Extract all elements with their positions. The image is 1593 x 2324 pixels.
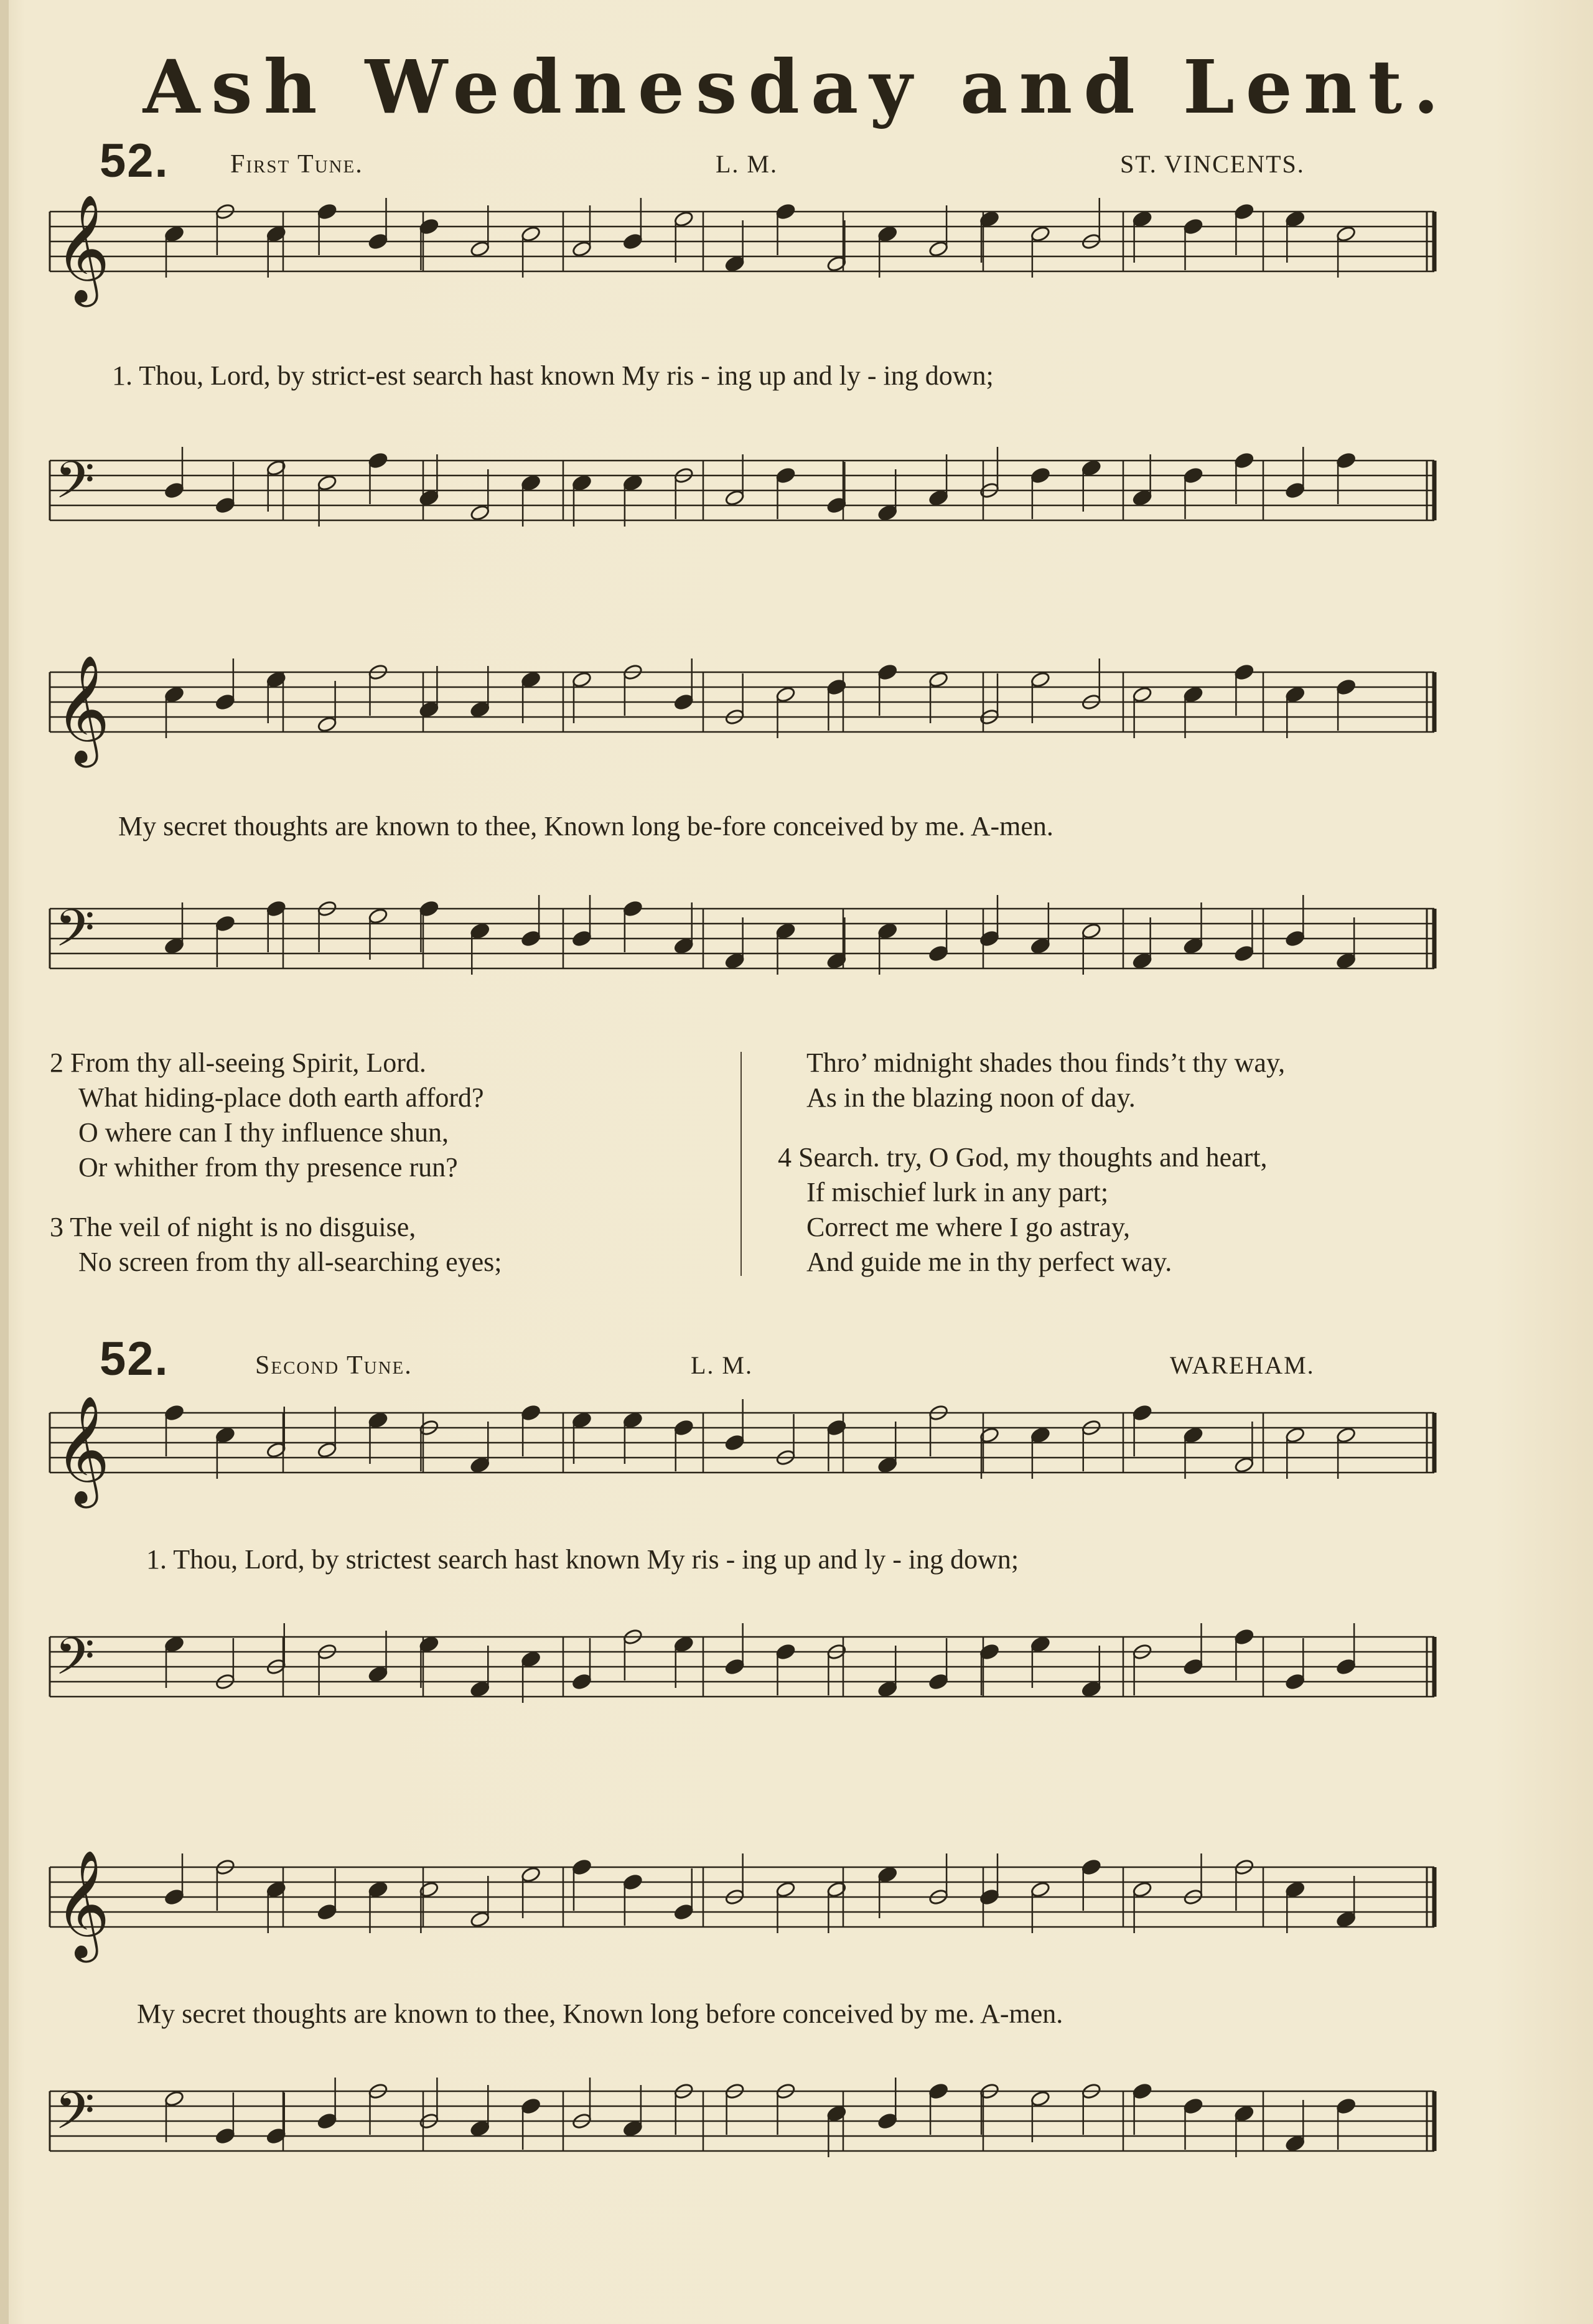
note-head	[928, 1673, 949, 1690]
note-head	[1285, 1427, 1306, 1444]
bass-clef-icon: 𝄢	[55, 898, 95, 971]
bass-clef-icon: 𝄢	[55, 450, 95, 523]
note-head	[673, 1903, 694, 1921]
note-head	[1132, 686, 1152, 703]
note-head	[1132, 952, 1152, 970]
note-head	[622, 1873, 643, 1891]
note-head	[164, 686, 185, 703]
treble-clef-icon: 𝄞	[55, 194, 110, 302]
bass-clef-icon: 𝄢	[55, 2081, 95, 2153]
lyric-line: 1. Thou, Lord, by strictest search hast known My ris - ing up and ly - ing down;	[146, 1544, 1019, 1575]
note-head	[877, 1456, 898, 1474]
note-head	[470, 1680, 490, 1698]
note-head	[1030, 2090, 1050, 2107]
hymn-number: 52.	[100, 1333, 169, 1385]
note-head	[164, 2090, 185, 2107]
note-head	[1336, 2097, 1357, 2115]
note-head	[1030, 937, 1050, 955]
note-head	[164, 1888, 185, 1906]
tune-name: ST. VINCENTS.	[1120, 150, 1305, 178]
note-head	[572, 930, 592, 947]
treble-staff-4	[0, 1842, 1593, 1985]
note-head	[1234, 452, 1254, 469]
note-head	[877, 2112, 898, 2130]
note-head	[1285, 1881, 1306, 1898]
note-head	[215, 1427, 235, 1444]
note-head	[928, 2083, 949, 2100]
column-divider	[740, 1052, 742, 1276]
verse-line: As in the blazing noon of day.	[806, 1082, 1136, 1113]
note-head	[317, 203, 337, 220]
note-head	[215, 915, 235, 932]
note-head	[1234, 663, 1254, 681]
note-head	[877, 225, 898, 243]
note-head	[979, 210, 1000, 228]
verse-block-left	[50, 1046, 502, 1280]
note-head	[1285, 482, 1306, 499]
note-head	[1030, 225, 1050, 243]
note-head	[928, 945, 949, 962]
note-head	[572, 240, 592, 258]
verse-block-right	[778, 1046, 1285, 1280]
note-head	[1183, 467, 1203, 484]
note-head	[928, 489, 949, 507]
note-head	[317, 1903, 337, 1921]
note-head	[1081, 1858, 1101, 1876]
verse-line: Thro’ midnight shades thou finds’t thy way,	[806, 1047, 1286, 1078]
note-head	[775, 686, 796, 703]
note-head	[317, 716, 337, 733]
note-head	[368, 907, 388, 925]
note-head	[673, 937, 694, 955]
page-title: Ash Wednesday and Lent.	[142, 44, 1451, 130]
note-head	[1285, 686, 1306, 703]
note-head	[521, 1866, 541, 1883]
note-head	[622, 1412, 643, 1429]
note-head	[521, 671, 541, 688]
verse-line: 2 From thy all-seeing Spirit, Lord.	[50, 1047, 426, 1078]
note-head	[419, 218, 439, 235]
note-head	[1030, 1427, 1050, 1444]
note-head	[877, 1680, 898, 1698]
note-head	[1234, 203, 1254, 220]
note-head	[1336, 452, 1357, 469]
note-head	[775, 467, 796, 484]
bass-staff-3	[0, 1612, 1593, 1755]
note-head	[724, 1434, 745, 1451]
note-head	[419, 489, 439, 507]
note-head	[368, 1412, 388, 1429]
treble-staff-1	[0, 187, 1593, 330]
note-head	[164, 937, 185, 955]
note-head	[1132, 210, 1152, 228]
note-head	[1183, 1658, 1203, 1675]
note-head	[673, 1419, 694, 1436]
meter: L. M.	[716, 150, 778, 178]
note-head	[164, 1404, 185, 1422]
verse-line: O where can I thy influence shun,	[78, 1117, 449, 1148]
note-head	[1234, 2105, 1254, 2122]
note-head	[1336, 678, 1357, 696]
note-head	[470, 1911, 490, 1928]
note-head	[317, 1441, 337, 1459]
note-head	[470, 240, 490, 258]
note-head	[1234, 945, 1254, 962]
verse-line: What hiding-place doth earth afford?	[78, 1082, 484, 1113]
note-head	[1285, 2135, 1306, 2152]
note-head	[1336, 1427, 1357, 1444]
note-head	[928, 671, 949, 688]
note-head	[877, 1866, 898, 1883]
note-head	[1183, 2097, 1203, 2115]
treble-staff-3	[0, 1388, 1593, 1531]
note-head	[877, 922, 898, 940]
note-head	[317, 2112, 337, 2130]
verse-line: 3 The veil of night is no disguise,	[50, 1212, 416, 1242]
note-head	[521, 225, 541, 243]
verse-line: 4 Search. try, O God, my thoughts and heart,	[778, 1142, 1268, 1173]
note-head	[521, 474, 541, 492]
note-head	[1285, 1673, 1306, 1690]
note-head	[164, 225, 185, 243]
note-head	[1336, 225, 1357, 243]
note-head	[979, 1643, 1000, 1661]
note-head	[1081, 1680, 1101, 1698]
note-head	[572, 1858, 592, 1876]
note-head	[470, 922, 490, 940]
note-head	[724, 489, 745, 507]
note-head	[1030, 467, 1050, 484]
note-head	[215, 693, 235, 711]
treble-clef-icon: 𝄞	[55, 1850, 110, 1958]
verse-line: Correct me where I go astray,	[806, 1212, 1131, 1242]
bass-staff-2	[0, 884, 1593, 1027]
note-head	[317, 474, 337, 492]
note-head	[521, 1651, 541, 1668]
note-head	[1336, 952, 1357, 970]
note-head	[368, 1881, 388, 1898]
note-head	[1081, 922, 1101, 940]
note-head	[1132, 2083, 1152, 2100]
lyric-line: My secret thoughts are known to thee, Known long before conceived by me. A-men.	[137, 1998, 1063, 2029]
note-head	[470, 504, 490, 522]
note-head	[521, 1404, 541, 1422]
note-head	[419, 701, 439, 718]
note-head	[1183, 218, 1203, 235]
note-head	[1132, 1404, 1152, 1422]
note-head	[622, 474, 643, 492]
note-head	[1234, 1628, 1254, 1646]
note-head	[622, 2120, 643, 2137]
note-head	[1030, 1881, 1050, 1898]
note-head	[419, 1881, 439, 1898]
note-head	[164, 482, 185, 499]
tune-label: Second Tune.	[255, 1351, 413, 1380]
verse-line: Or whither from thy presence run?	[78, 1152, 458, 1183]
note-head	[572, 1412, 592, 1429]
note-head	[419, 1636, 439, 1653]
note-head	[775, 203, 796, 220]
bass-clef-icon: 𝄢	[55, 1626, 95, 1699]
note-head	[1030, 1636, 1050, 1653]
tune-name: WAREHAM.	[1170, 1351, 1315, 1379]
note-head	[775, 1643, 796, 1661]
note-head	[470, 2120, 490, 2137]
note-head	[724, 952, 745, 970]
note-head	[572, 671, 592, 688]
note-head	[1336, 1658, 1357, 1675]
note-head	[470, 1456, 490, 1474]
note-head	[1183, 1427, 1203, 1444]
note-head	[368, 233, 388, 250]
note-head	[1183, 686, 1203, 703]
note-head	[979, 1427, 1000, 1444]
note-head	[215, 497, 235, 514]
lyric-line: 1. Thou, Lord, by strict-est search hast known My ris - ing up and ly - ing down;	[112, 360, 994, 391]
tune-label: First Tune.	[230, 150, 363, 179]
note-head	[521, 930, 541, 947]
note-head	[1336, 1911, 1357, 1928]
note-head	[1132, 489, 1152, 507]
note-head	[419, 900, 439, 917]
note-head	[164, 1636, 185, 1653]
note-head	[877, 663, 898, 681]
note-head	[1285, 930, 1306, 947]
note-head	[368, 452, 388, 469]
note-head	[673, 210, 694, 228]
note-head	[470, 701, 490, 718]
note-head	[775, 922, 796, 940]
note-head	[979, 930, 1000, 947]
bass-staff-4	[0, 2066, 1593, 2209]
treble-clef-icon: 𝄞	[55, 1395, 110, 1504]
note-head	[1183, 937, 1203, 955]
verse-line: And guide me in thy perfect way.	[806, 1247, 1172, 1277]
note-head	[877, 504, 898, 522]
verse-line: If mischief lurk in any part;	[806, 1177, 1109, 1207]
bass-staff-1	[0, 436, 1593, 579]
treble-staff-2	[0, 647, 1593, 790]
meter: L. M.	[691, 1351, 753, 1379]
note-head	[622, 900, 643, 917]
note-head	[673, 693, 694, 711]
hymn-number: 52.	[100, 134, 169, 187]
note-head	[928, 240, 949, 258]
note-head	[1285, 210, 1306, 228]
note-head	[724, 255, 745, 273]
note-head	[622, 233, 643, 250]
note-head	[1234, 1456, 1254, 1474]
note-head	[1030, 671, 1050, 688]
verse-line: No screen from thy all-searching eyes;	[78, 1247, 502, 1277]
note-head	[521, 2097, 541, 2115]
note-head	[775, 1881, 796, 1898]
note-head	[1132, 1881, 1152, 1898]
note-head	[979, 1888, 1000, 1906]
note-head	[673, 1636, 694, 1653]
note-head	[368, 1666, 388, 1683]
lyric-line: My secret thoughts are known to thee, Known long be-fore conceived by me. A-men.	[118, 811, 1053, 841]
note-head	[1081, 459, 1101, 477]
note-head	[215, 2127, 235, 2145]
note-head	[724, 1658, 745, 1675]
treble-clef-icon: 𝄞	[55, 655, 110, 763]
note-head	[572, 474, 592, 492]
note-head	[572, 1673, 592, 1690]
